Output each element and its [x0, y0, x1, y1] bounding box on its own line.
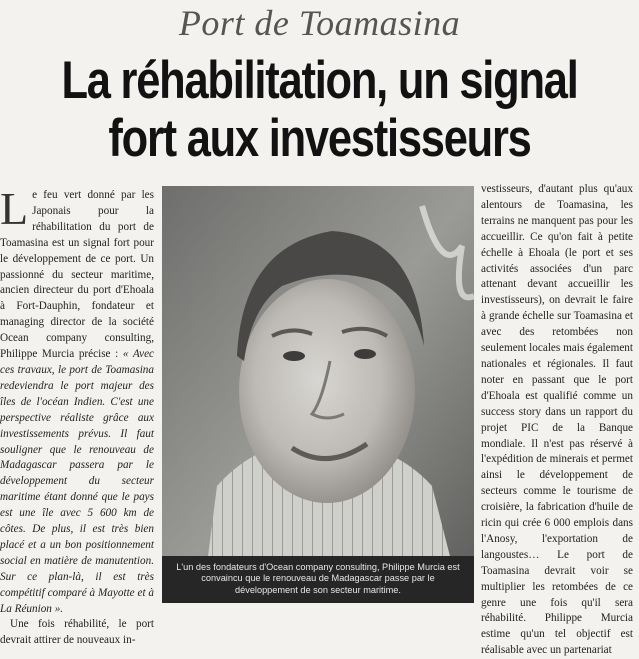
drop-cap: L	[0, 183, 29, 234]
headline	[58, 52, 582, 168]
left-paragraph-1-intro: e feu vert donné par les Japonais pour la réhabilitation du port de Toamasina est un signal fort pour le développement de ce port. Un passionné du secteur maritime, ancien directeur du port d'Ehoala à Fort-Dauphin, fondateur et managing director de la société Ocean company consulting, Philippe Murcia précise :	[0, 189, 154, 361]
portrait-image	[162, 186, 474, 603]
portrait-photo	[162, 186, 474, 603]
kicker: Port de Toamasina	[178, 3, 461, 43]
left-paragraph-2: Une fois réhabilité, le port devrait attirer de nouveaux in-	[0, 618, 154, 647]
right-paragraph-1: vestisseurs, d'autant plus qu'aux alentours de Toamasina, les terrains ne manquent pas pour les accueillir. Ce qu'on fait à petite échelle à Ehoala (le port et ses activités associées d'un parc attenant devant accueillir les investisseurs), on devrait le faire à grande échelle sur Toamasina et avec des retombées non seulement locales mais également nationales et régionales. Il faut noter en passant que le port d'Ehoala est qualifié comme un success story dans un rapport du projet PIC de la Banque mondiale. Il n'est pas réservé à l'expédition de minerais et permet ainsi le développement de secteurs comme le tourisme de croisière, la fabrication d'huile de ricin qui crée 6 000 emplois dans l'Anosy, l'exportation de langoustes… Le port de Toamasina devrait voir se multiplier les retombées de ce genre une fois qu'il sera réhabilité. Philippe Murcia estime qu'un tel objectif est réalisable avec un partenariat	[481, 183, 633, 657]
left-eye	[283, 351, 305, 361]
right-eye	[354, 349, 376, 359]
headline-line-1: La réhabilitation, un signal	[61, 51, 578, 110]
left-paragraph-1-quote: « Avec ces travaux, le port de Toamasina redeviendra le port majeur des îles de l'océan Indien. C'est une perspective réaliste grâce aux investissements prévus. Il faut souligner que le renouveau de Madagascar passera par le développement du secteur maritime étant donné que le pays est une île avec 5 600 km de côtes. De plus, il est très bien placé et a un bon positionnement social en matière de manutention. Sur ce plan-là, il est très compétitif comparé à Mayotte et à La Réunion ».	[0, 348, 154, 615]
headline-line-2: fort aux investisseurs	[108, 109, 531, 168]
face	[239, 279, 415, 503]
left-column	[0, 183, 154, 647]
left-paragraph-1	[0, 183, 154, 617]
photo-caption: L'un des fondateurs d'Ocean company consulting, Philippe Murcia est convaincu que le renouveau de Madagascar passe par le développement de son secteur maritime.	[162, 556, 474, 604]
right-column	[481, 182, 633, 657]
